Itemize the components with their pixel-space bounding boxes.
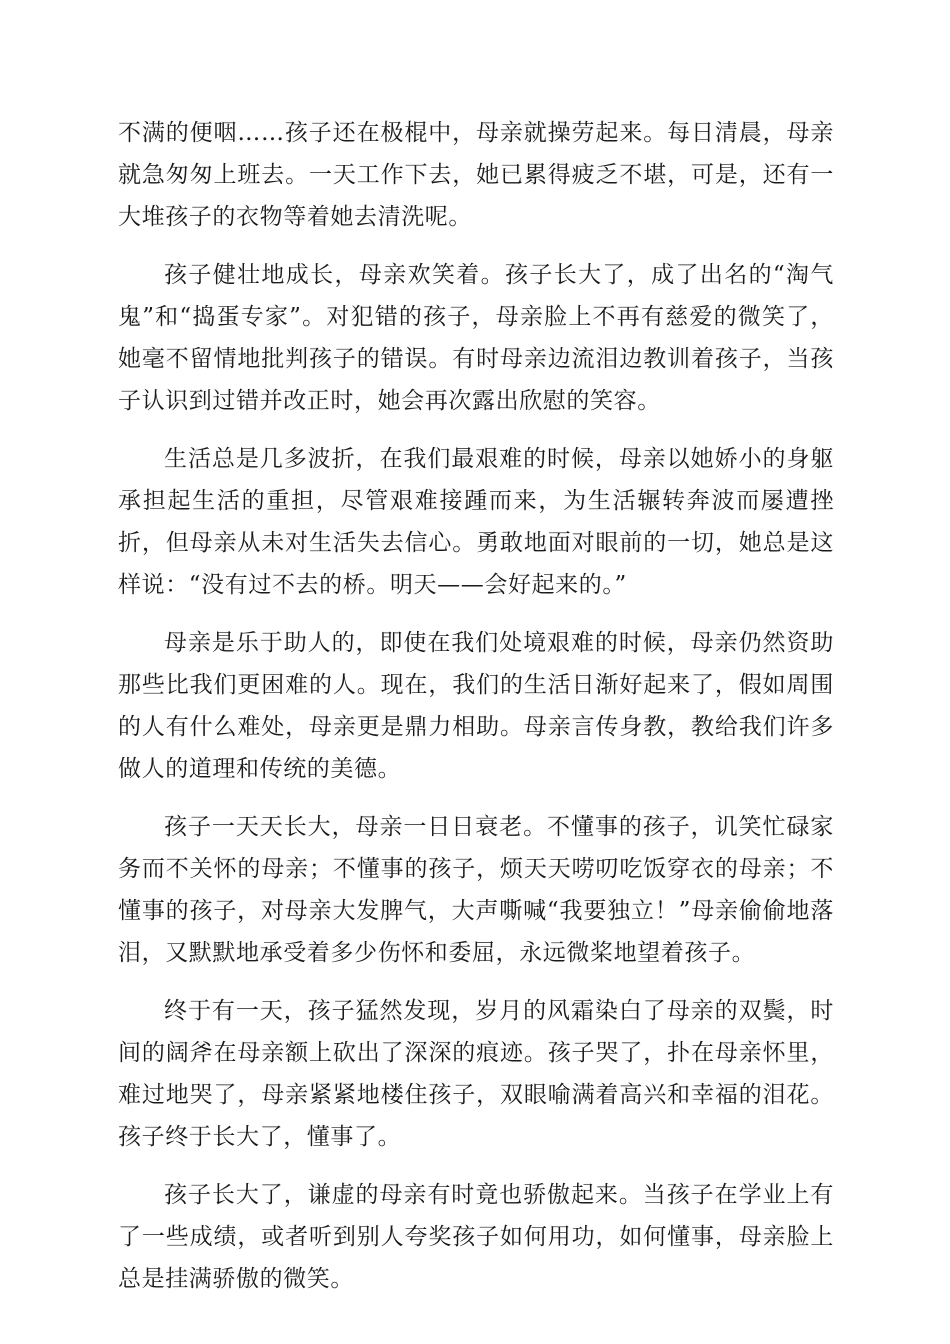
paragraph-1: 不满的便咽……孩子还在极棍中，母亲就操劳起来。每日清晨，母亲就急匆匆上班去。一天工作下去，她已累得疲乏不堪，可是，还有一大堆孩子的衣物等着她去清洗呢。 bbox=[118, 120, 834, 230]
paragraph-6: 终于有一天，孩子猛然发现，岁月的风霜染白了母亲的双鬓，时间的阔斧在母亲额上砍出了深深的痕迹。孩子哭了，扑在母亲怀里，难过地哭了，母亲紧紧地楼住孩子，双眼喻满着高兴和幸福的泪花。孩子终于长大了，懂事了。 bbox=[118, 998, 834, 1150]
paragraph-4: 母亲是乐于助人的，即使在我们处境艰难的时候，母亲仍然资助那些比我们更困难的人。现在，我们的生活日渐好起来了，假如周围的人有什么难处，母亲更是鼎力相助。母亲言传身教，教给我们许多做人的道理和传统的美德。 bbox=[118, 630, 834, 782]
paragraph-2: 孩子健壮地成长，母亲欢笑着。孩子长大了，成了出名的“淘气鬼”和“捣蛋专家”。对犯错的孩子，母亲脸上不再有慈爱的微笑了，她毫不留情地批判孩子的错误。有时母亲边流泪边教训着孩子，当孩子认识到过错并改正时，她会再次露出欣慰的笑容。 bbox=[118, 262, 834, 414]
paragraph-7: 孩子长大了，谦虚的母亲有时竟也骄傲起来。当孩子在学业上有了一些成绩，或者听到别人夸奖孩子如何用功，如何懂事，母亲脸上总是挂满骄傲的微笑。 bbox=[118, 1182, 834, 1292]
paragraph-3: 生活总是几多波折，在我们最艰难的时候，母亲以她娇小的身躯承担起生活的重担，尽管艰难接踵而来，为生活辗转奔波而屡遭挫折，但母亲从未对生活失去信心。勇敢地面对眼前的一切，她总是这样说：“没有过不去的桥。明天——会好起来的。” bbox=[118, 446, 834, 598]
document-body bbox=[118, 112, 834, 1316]
paragraph-5: 孩子一天天长大，母亲一日日衰老。不懂事的孩子，讥笑忙碌家务而不关怀的母亲；不懂事的孩子，烦天天唠叨吃饭穿衣的母亲；不懂事的孩子，对母亲大发脾气，大声嘶喊“我要独立！”母亲偷偷地落泪，又默默地承受着多少伤怀和委屈，永远微桨地望着孩子。 bbox=[118, 814, 834, 966]
